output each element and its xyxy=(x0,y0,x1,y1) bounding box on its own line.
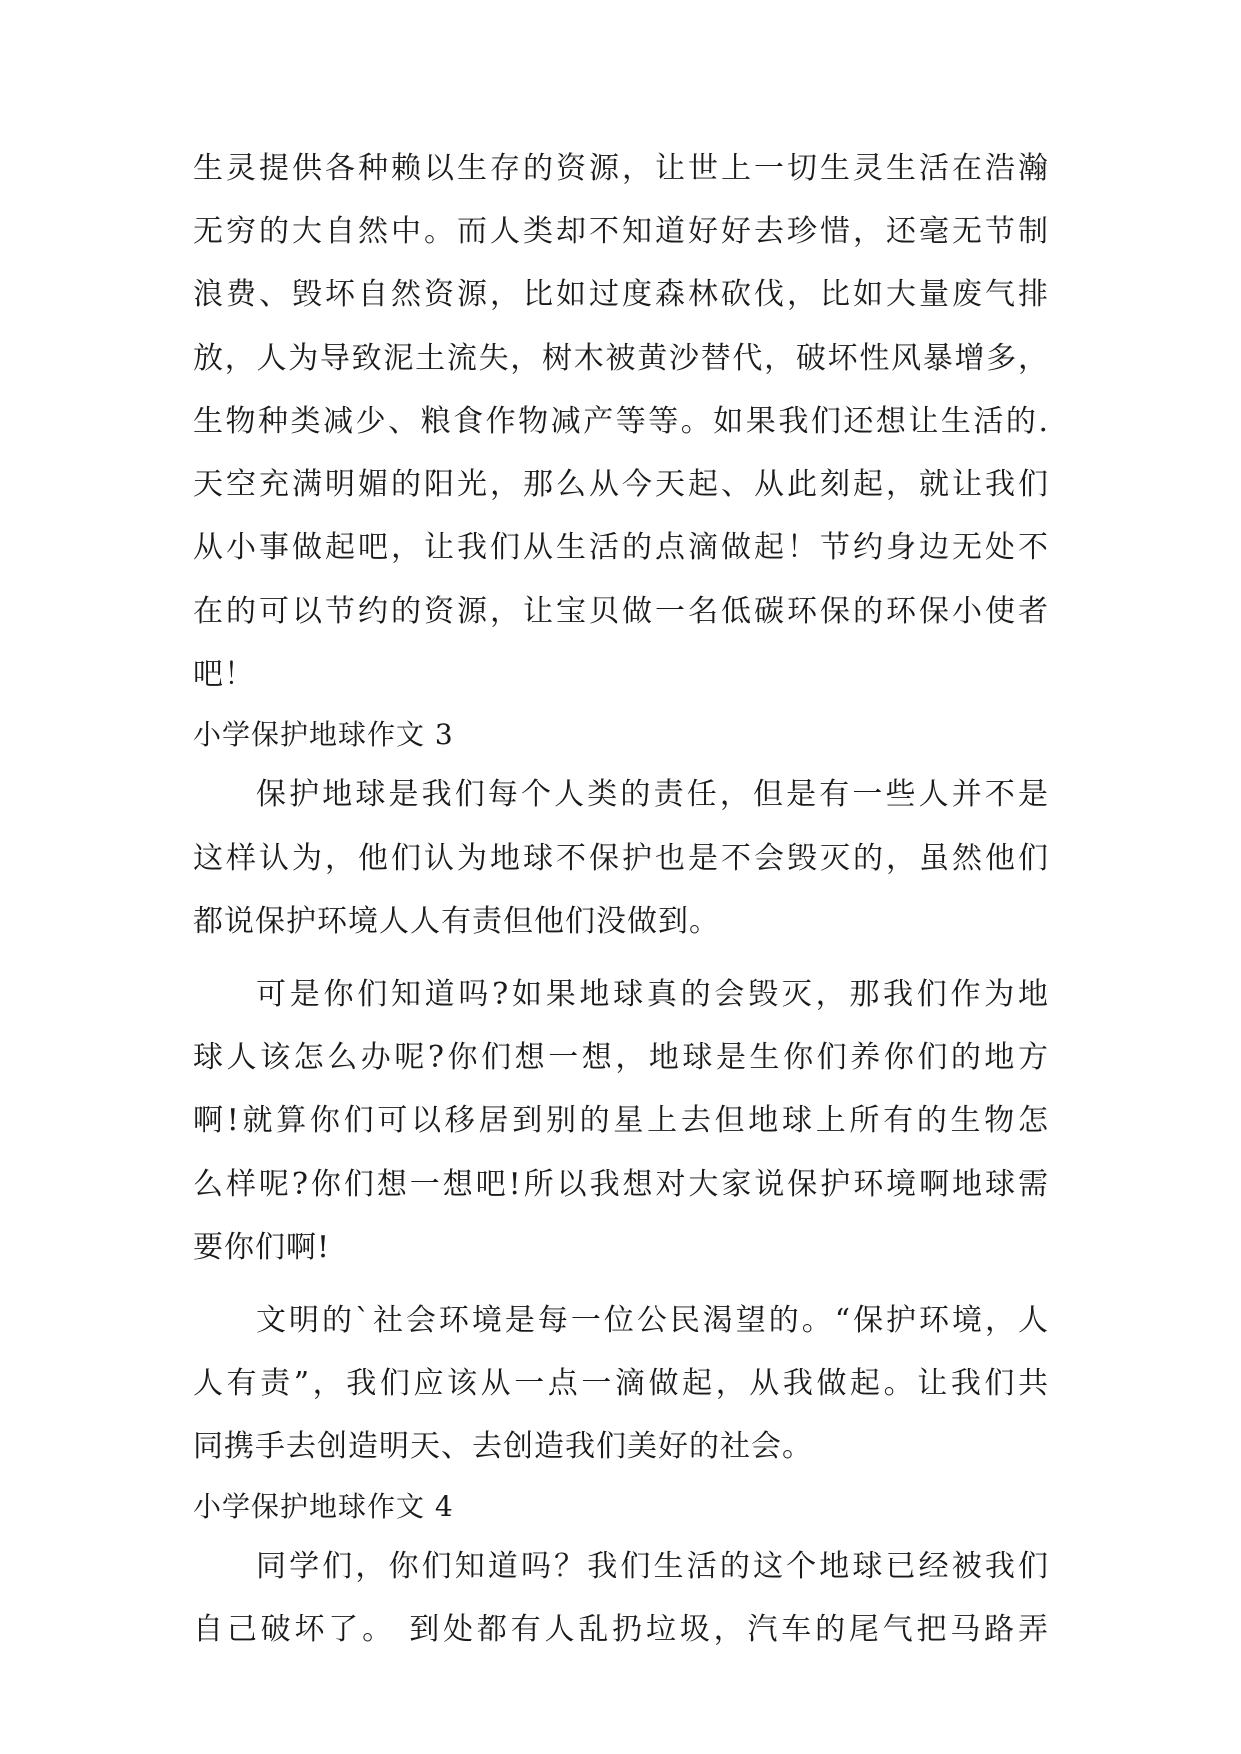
text-line: 人有责”，我们应该从一点一滴做起，从我做起。让我们共 xyxy=(193,1366,1049,1401)
text-line: 自己破坏了。 到处都有人乱扔垃圾，汽车的尾气把马路弄 xyxy=(193,1612,1049,1647)
text-line: 在的可以节约的资源，让宝贝做一名低碳环保的环保小使者 xyxy=(193,594,1049,629)
section-heading: 小学保护地球作文 3 xyxy=(193,718,454,751)
text-line: 放，人为导致泥土流失，树木被黄沙替代，破坏性风暴增多， xyxy=(193,341,1049,376)
text-line: 都说保护环境人人有责但他们没做到。 xyxy=(193,904,720,939)
text-line: 浪费、毁坏自然资源，比如过度森林砍伐，比如大量废气排 xyxy=(193,277,1049,312)
text-line: 这样认为，他们认为地球不保护也是不会毁灭的，虽然他们 xyxy=(193,841,1049,876)
text-line: 天空充满明媚的阳光，那么从今天起、从此刻起，就让我们 xyxy=(193,467,1049,502)
text-line: 要你们啊! xyxy=(193,1230,331,1265)
text-line: 从小事做起吧，让我们从生活的点滴做起！节约身边无处不 xyxy=(193,530,1049,565)
paragraph-first-line: 同学们，你们知道吗？我们生活的这个地球已经被我们 xyxy=(256,1549,1049,1584)
text-line: 啊!就算你们可以移居到别的星上去但地球上所有的生物怎 xyxy=(193,1103,1049,1138)
paragraph-first-line: 可是你们知道吗?如果地球真的会毁灭，那我们作为地 xyxy=(256,977,1049,1012)
paragraph-first-line: 保护地球是我们每个人类的责任，但是有一些人并不是 xyxy=(256,777,1049,812)
section-heading: 小学保护地球作文 4 xyxy=(193,1490,454,1523)
paragraph-first-line: 文明的`社会环境是每一位公民渴望的。“保护环境，人 xyxy=(256,1303,1049,1338)
text-line: 球人该怎么办呢?你们想一想，地球是生你们养你们的地方 xyxy=(193,1040,1049,1075)
text-line: 么样呢?你们想一想吧!所以我想对大家说保护环境啊地球需 xyxy=(193,1167,1049,1202)
text-line: 吧！ xyxy=(193,657,255,692)
text-line: 同携手去创造明天、去创造我们美好的社会。 xyxy=(193,1429,813,1464)
text-line: 无穷的大自然中。而人类却不知道好好去珍惜，还毫无节制 xyxy=(193,214,1049,249)
text-line: 生灵提供各种赖以生存的资源，让世上一切生灵生活在浩瀚 xyxy=(193,151,1049,186)
text-line: 生物种类减少、粮食作物减产等等。如果我们还想让生活的. xyxy=(193,404,1049,439)
